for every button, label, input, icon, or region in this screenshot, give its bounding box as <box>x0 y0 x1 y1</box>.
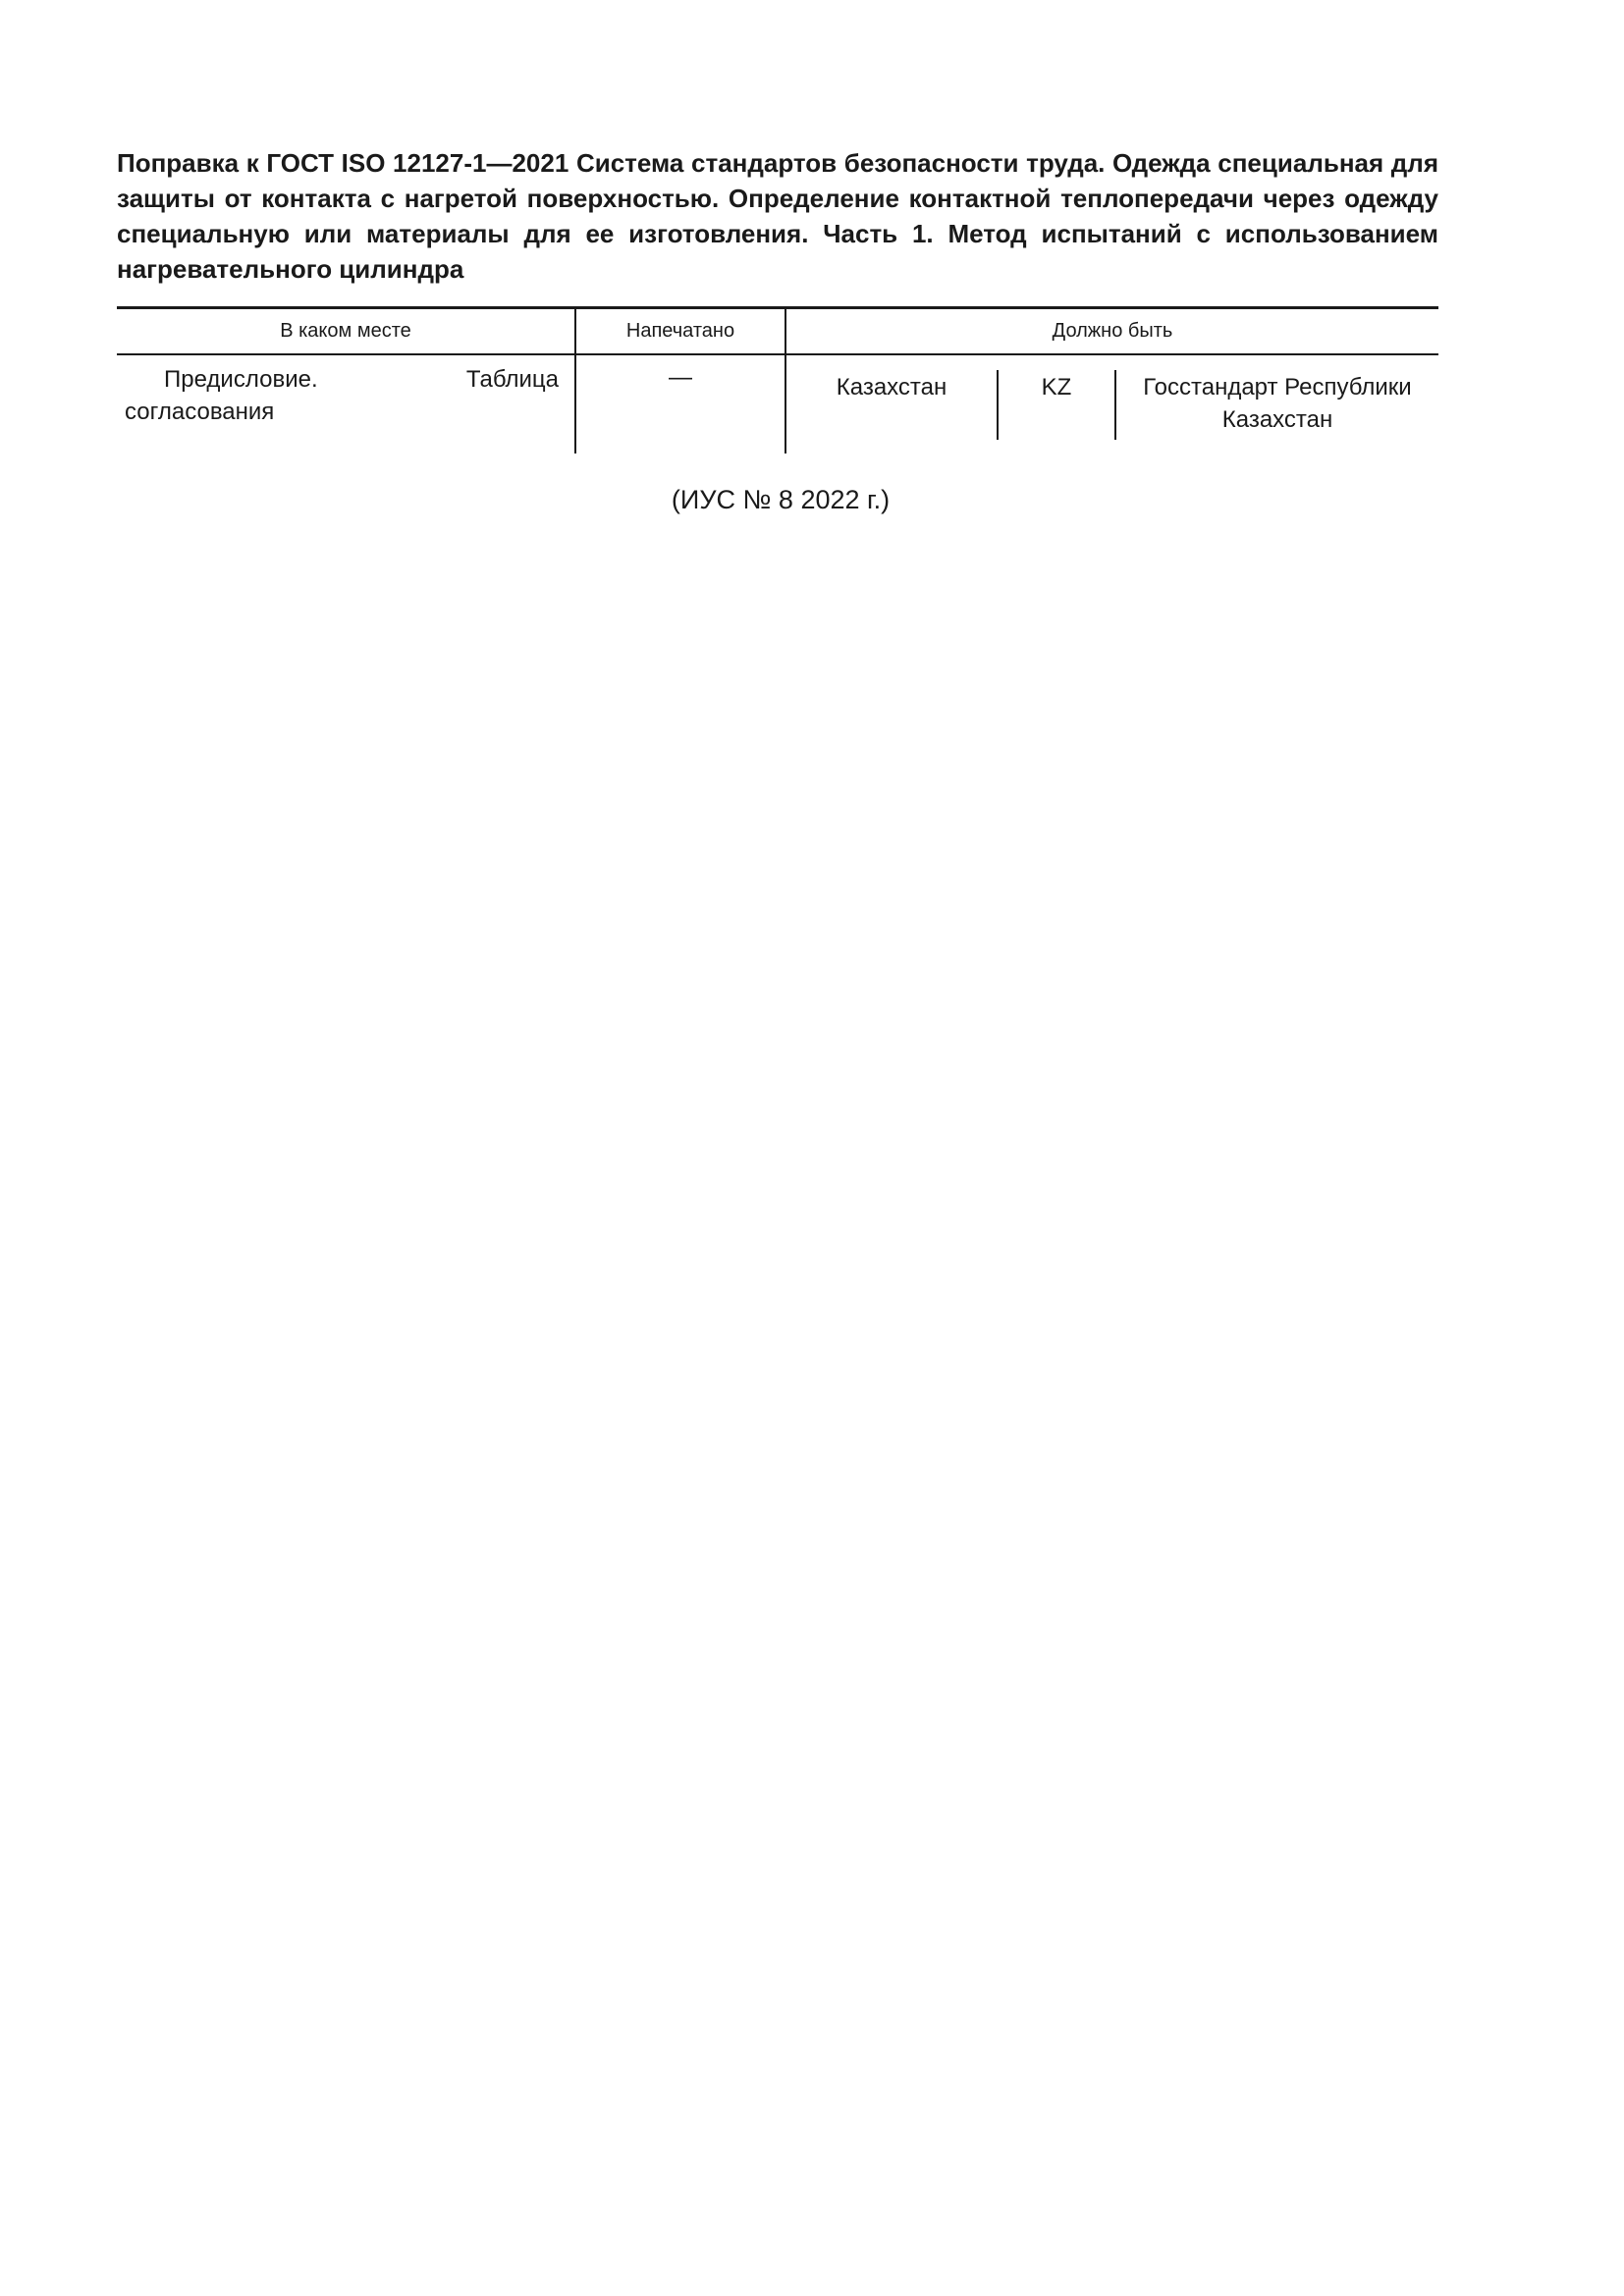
amendment-title: Поправка к ГОСТ ISO 12127-1—2021 Система стандартов безопасности труда. Одежда специальная для защиты от контакта с нагретой поверхностью. Определение контактной теплопередачи через одежду специальную или материалы для ее изготовления. Часть 1. Метод испытаний с использованием нагревательного цилиндра <box>117 148 1438 284</box>
cell-place: Предисловие. Таблица согласования <box>125 366 559 425</box>
header-should-be: Должно быть <box>1052 320 1173 342</box>
header-place: В каком месте <box>280 320 411 342</box>
publication-reference: (ИУС № 8 2022 г.) <box>671 485 891 514</box>
cell-country: Казахстан <box>836 374 947 400</box>
cell-printed: — <box>669 364 692 391</box>
table-header-rule <box>117 353 1438 355</box>
table-top-rule <box>117 306 1438 309</box>
header-printed: Напечатано <box>625 320 735 342</box>
amendment-table <box>117 306 1438 454</box>
cell-country-code: KZ <box>1041 374 1072 400</box>
cell-organization: Госстандарт Республики Казахстан <box>1143 374 1412 433</box>
